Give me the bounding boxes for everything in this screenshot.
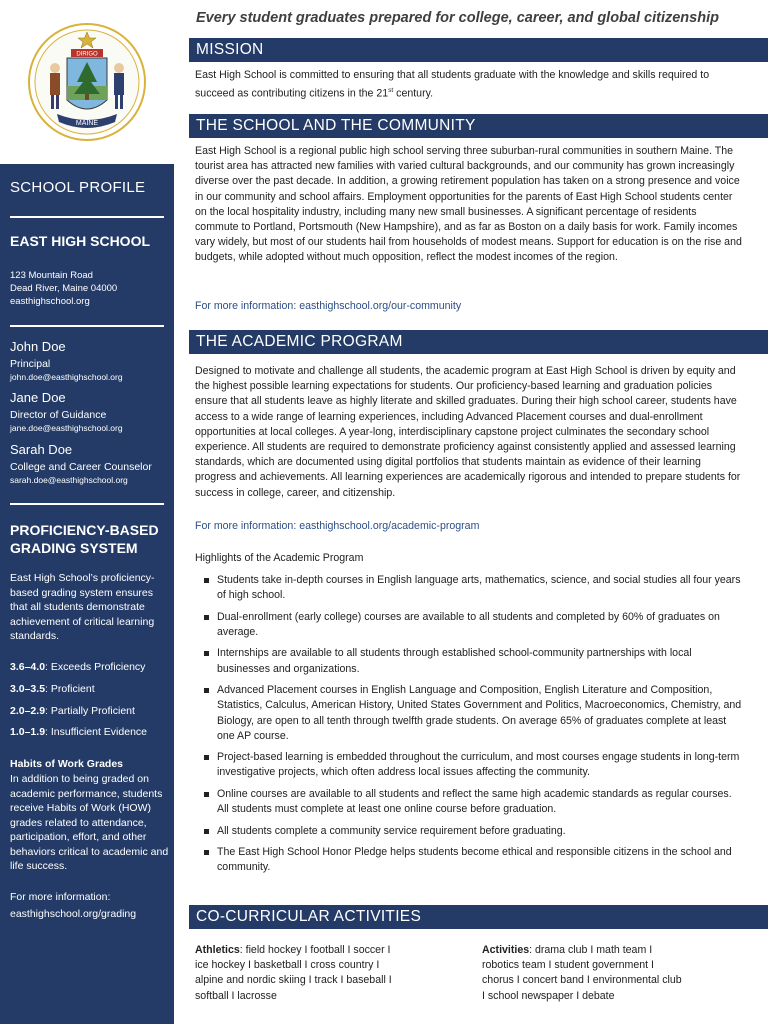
grade-scale-item: 1.0–1.9: Insufficient Evidence (10, 726, 147, 738)
grade-scale-item: 3.6–4.0: Exceeds Proficiency (10, 661, 146, 673)
grading-more-info-link[interactable]: easthighschool.org/grading (10, 908, 137, 920)
contact-role: Director of Guidance (10, 409, 107, 421)
bullet-icon (204, 792, 209, 797)
list-item: All students complete a community service requirement before graduating. (195, 824, 745, 839)
mission-text: East High School is committed to ensuring that all students graduate with the knowledge and skills required to succeed as contributing citizens in the 21st century. (195, 69, 710, 100)
contact-email[interactable]: sarah.doe@easthighschool.org (10, 475, 128, 485)
contact-name: John Doe (10, 339, 66, 354)
school-name: EAST HIGH SCHOOL (10, 233, 151, 249)
habits-of-work-title: Habits of Work Grades (10, 758, 123, 770)
divider (10, 216, 164, 218)
contact-email[interactable]: jane.doe@easthighschool.org (10, 423, 123, 433)
list-item: Students take in-depth courses in English language arts, mathematics, science, and social studies all four years of high school. (195, 573, 745, 603)
grading-system-text: East High School’s proficiency-based grading system ensures that all students demonstrate achievement of critical learning standards. (10, 572, 155, 642)
school-website[interactable]: easthighschool.org (10, 296, 90, 307)
bullet-icon (204, 615, 209, 620)
address-line1: 123 Mountain Road (10, 270, 93, 281)
list-item: Dual-enrollment (early college) courses are available to all students and completed by 60% of graduates on average. (195, 610, 745, 640)
seal-area (0, 0, 174, 164)
grade-scale-item: 2.0–2.9: Partially Proficient (10, 705, 135, 717)
list-item: Online courses are available to all students and reflect the same high academic standards as regular courses. All students must complete at least one online course before graduation. (195, 787, 745, 817)
svg-text:DIRIGO: DIRIGO (76, 51, 98, 58)
contact-role: College and Career Counselor (10, 461, 152, 473)
activities-list: Activities: drama club I math team I robotics team I student government I chorus I concert band I environmental club I school newspaper I debate (482, 944, 682, 1002)
athletics-list: Athletics: field hockey I football I soccer I ice hockey I basketball I cross country I alpine and nordic skiing I track I baseball I softball I lacrosse (195, 944, 392, 1002)
bullet-icon (204, 651, 209, 656)
bullet-icon (204, 755, 209, 760)
contact-email[interactable]: john.doe@easthighschool.org (10, 372, 123, 382)
sidebar (0, 0, 174, 1024)
bullet-icon (204, 850, 209, 855)
community-header: THE SCHOOL AND THE COMMUNITY (189, 114, 768, 138)
academic-link[interactable]: For more information: easthighschool.org/academic-program (195, 520, 480, 532)
list-item: Internships are available to all students through established school-community partnerships with local businesses and organizations. (195, 646, 745, 676)
contact-role: Principal (10, 358, 51, 370)
habits-of-work-text: In addition to being graded on academic performance, students receive Habits of Work (HOW) grades related to attendance, participation, effort, and other behaviors critical to academic and life success. (10, 773, 169, 872)
bullet-icon (204, 829, 209, 834)
cocurricular-header: CO-CURRICULAR ACTIVITIES (189, 905, 768, 929)
grading-more-info-label: For more information: (10, 891, 111, 903)
contact-name: Sarah Doe (10, 442, 73, 457)
list-item: Project-based learning is embedded throughout the curriculum, and most courses engage students in long-term investigative projects, which often address local issues affecting the community. (195, 750, 745, 780)
grading-system-title: PROFICIENCY-BASED GRADING SYSTEM (10, 522, 159, 556)
community-text: East High School is a regional public high school serving three suburban-rural communities in southern Maine. The tourist area has attracted new families with varied cultural backgrounds, and our community has grown increasingly diverse over the past decade. In addition, a growing retirement population has taken on a strong presence and voice in our community and school affairs. Employment opportunities for the parents of East High School students center on the local hospitality industry, including many new small businesses. A significant percentage of residents commute to Portland, Portsmouth (New Hampshire), and as far as Boston on a daily basis for work. Family incomes vary widely, but most of our students hail from households of modest means. Support for education is on the rise and budgets, while adopted without much opposition, reflect the modest incomes of the region. (195, 145, 742, 264)
academic-header: THE ACADEMIC PROGRAM (189, 330, 768, 354)
grade-scale-item: 3.0–3.5: Proficient (10, 683, 95, 695)
svg-text:MAINE: MAINE (75, 120, 99, 127)
highlights-title: Highlights of the Academic Program (195, 552, 364, 564)
bullet-icon (204, 688, 209, 693)
highlights-list (195, 573, 745, 882)
academic-text: Designed to motivate and challenge all students, the academic program at East High School is driven by equity and the highest possible learning expectations for students. Our proficiency-based learning and graduation policies ensure that all students leave as highly literate and skilled graduates. During their high school career, students have access to a wide range of learning experiences, including Advanced Placement courses and dual-enrollment opportunities at local colleges. A year-long, interdisciplinary capstone project culminates the secondary school experience. All students are required to demonstrate proficiency against consistently applied and assessed learning standards, which are documented using digital portfolios that students maintain as evidence of their learning progress and achievements. All learning experiences are academically rigorous and intended to prepare students for success in college, career, and citizenship. (195, 365, 741, 499)
divider (10, 325, 164, 327)
school-profile-title: SCHOOL PROFILE (10, 179, 146, 196)
tagline: Every student graduates prepared for college, career, and global citizenship (196, 10, 719, 26)
state-seal-logo (27, 22, 147, 142)
mission-header: MISSION (189, 38, 768, 62)
divider (10, 503, 164, 505)
bullet-icon (204, 578, 209, 583)
contact-name: Jane Doe (10, 390, 66, 405)
list-item: Advanced Placement courses in English Language and Composition, English Literature and Composition, Statistics, Calculus, American History, United States Government and Politics, Macroeconomics, Chemistry, and Biology, are open to all tenth through twelfth grade students. On average 65% of graduates complete at least one AP course. (195, 683, 745, 744)
community-link[interactable]: For more information: easthighschool.org/our-community (195, 300, 462, 312)
list-item: The East High School Honor Pledge helps students become ethical and responsible citizens in the school and community. (195, 845, 745, 875)
address-line2: Dead River, Maine 04000 (10, 283, 118, 294)
